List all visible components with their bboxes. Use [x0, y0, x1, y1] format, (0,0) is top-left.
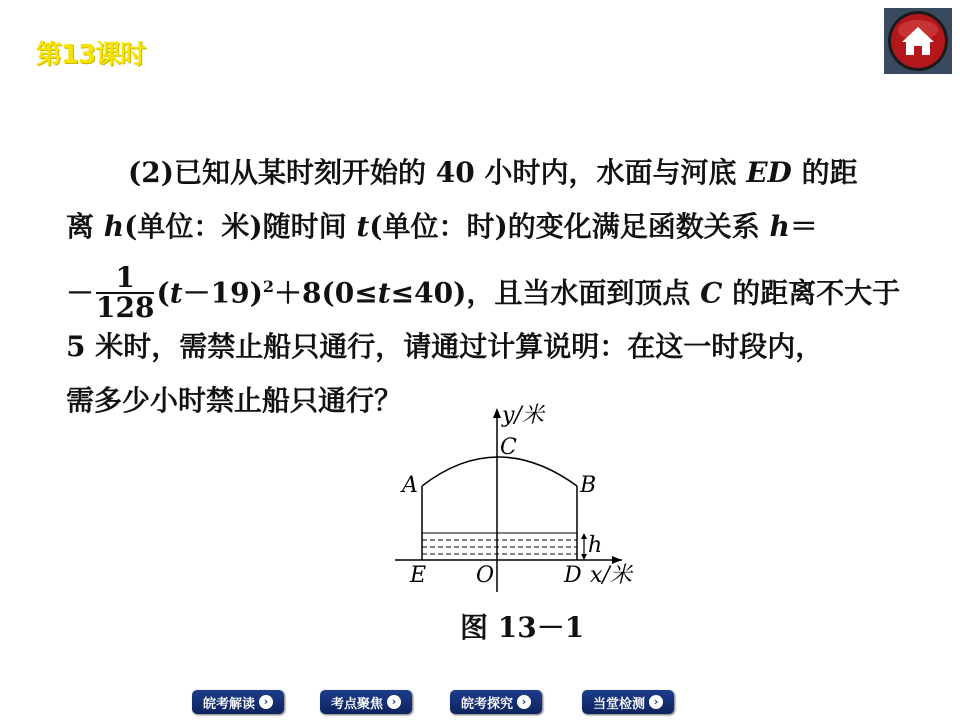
- nav-button-4[interactable]: [582, 690, 674, 714]
- chevron-right-icon: ›: [517, 695, 531, 709]
- nav-button-1[interactable]: [192, 690, 284, 714]
- arch-curve: [422, 457, 577, 486]
- text-segment: (单位：米)随时间: [124, 210, 357, 243]
- text-segment: (单位：时)的变化满足函数关系: [369, 210, 770, 243]
- var-ED: ED: [746, 156, 792, 189]
- text-segment: 的距离不大于: [722, 276, 901, 310]
- h-arrow-up: [581, 533, 587, 539]
- lesson-title: 第13课时: [36, 40, 146, 70]
- problem-line-3: [66, 254, 926, 324]
- home-button[interactable]: [884, 8, 952, 74]
- text-segment: ＋8(0≤: [274, 276, 378, 310]
- problem-line-5: 需多少小时禁止船只通行？: [66, 384, 403, 417]
- minus-sign: －: [66, 276, 95, 310]
- h-label: h: [588, 533, 603, 558]
- text-segment: 的距: [791, 156, 858, 189]
- point-A-label: A: [402, 473, 418, 498]
- problem-text: [66, 146, 926, 428]
- chevron-right-icon: ›: [387, 695, 401, 709]
- exponent: 2: [262, 277, 275, 296]
- chevron-right-icon: ›: [649, 695, 663, 709]
- text-segment: ＝: [789, 210, 818, 243]
- point-D-label: D: [564, 563, 582, 588]
- origin-label: O: [476, 563, 495, 588]
- fraction-numerator: 1: [96, 264, 154, 294]
- h-arrow-down: [581, 554, 587, 560]
- nav-label: 当堂检测: [592, 696, 645, 712]
- x-axis-label: x/米: [590, 563, 632, 588]
- nav-label: 皖考探究: [460, 696, 513, 712]
- point-B-label: B: [580, 473, 597, 498]
- fraction-denominator: 128: [96, 290, 155, 324]
- text-segment: (2)已知从某时刻开始的 40 小时内，水面与河底: [128, 156, 747, 189]
- y-axis-arrow: [493, 408, 501, 418]
- problem-line-1: [66, 146, 926, 200]
- var-t: t: [356, 210, 370, 243]
- nav-button-3[interactable]: [450, 690, 542, 714]
- home-icon: [884, 8, 952, 74]
- point-E-label: E: [410, 563, 427, 588]
- bridge-figure: [390, 400, 650, 600]
- nav-label: 考点聚焦: [330, 696, 383, 712]
- var-t: t: [377, 276, 391, 310]
- var-C: C: [700, 276, 723, 310]
- text-segment: ≤40)，且当水面到顶点: [390, 276, 701, 310]
- var-h: h: [103, 210, 125, 243]
- y-axis-label: y/米: [502, 403, 544, 428]
- var-h: h: [769, 210, 790, 243]
- var-t: t: [169, 276, 183, 310]
- text-segment: －19): [182, 276, 263, 310]
- chevron-right-icon: ›: [259, 695, 273, 709]
- problem-line-2: [66, 200, 926, 254]
- figure-caption: 图 13－1: [460, 611, 585, 644]
- nav-button-2[interactable]: [320, 690, 412, 714]
- text-segment: 离: [66, 210, 104, 243]
- nav-label: 皖考解读: [202, 696, 255, 712]
- problem-line-4: 5 米时，需禁止船只通行，请通过计算说明：在这一时段内，: [66, 330, 824, 363]
- point-C-label: C: [500, 435, 517, 460]
- fraction: [96, 260, 155, 324]
- text-segment: (: [156, 276, 170, 310]
